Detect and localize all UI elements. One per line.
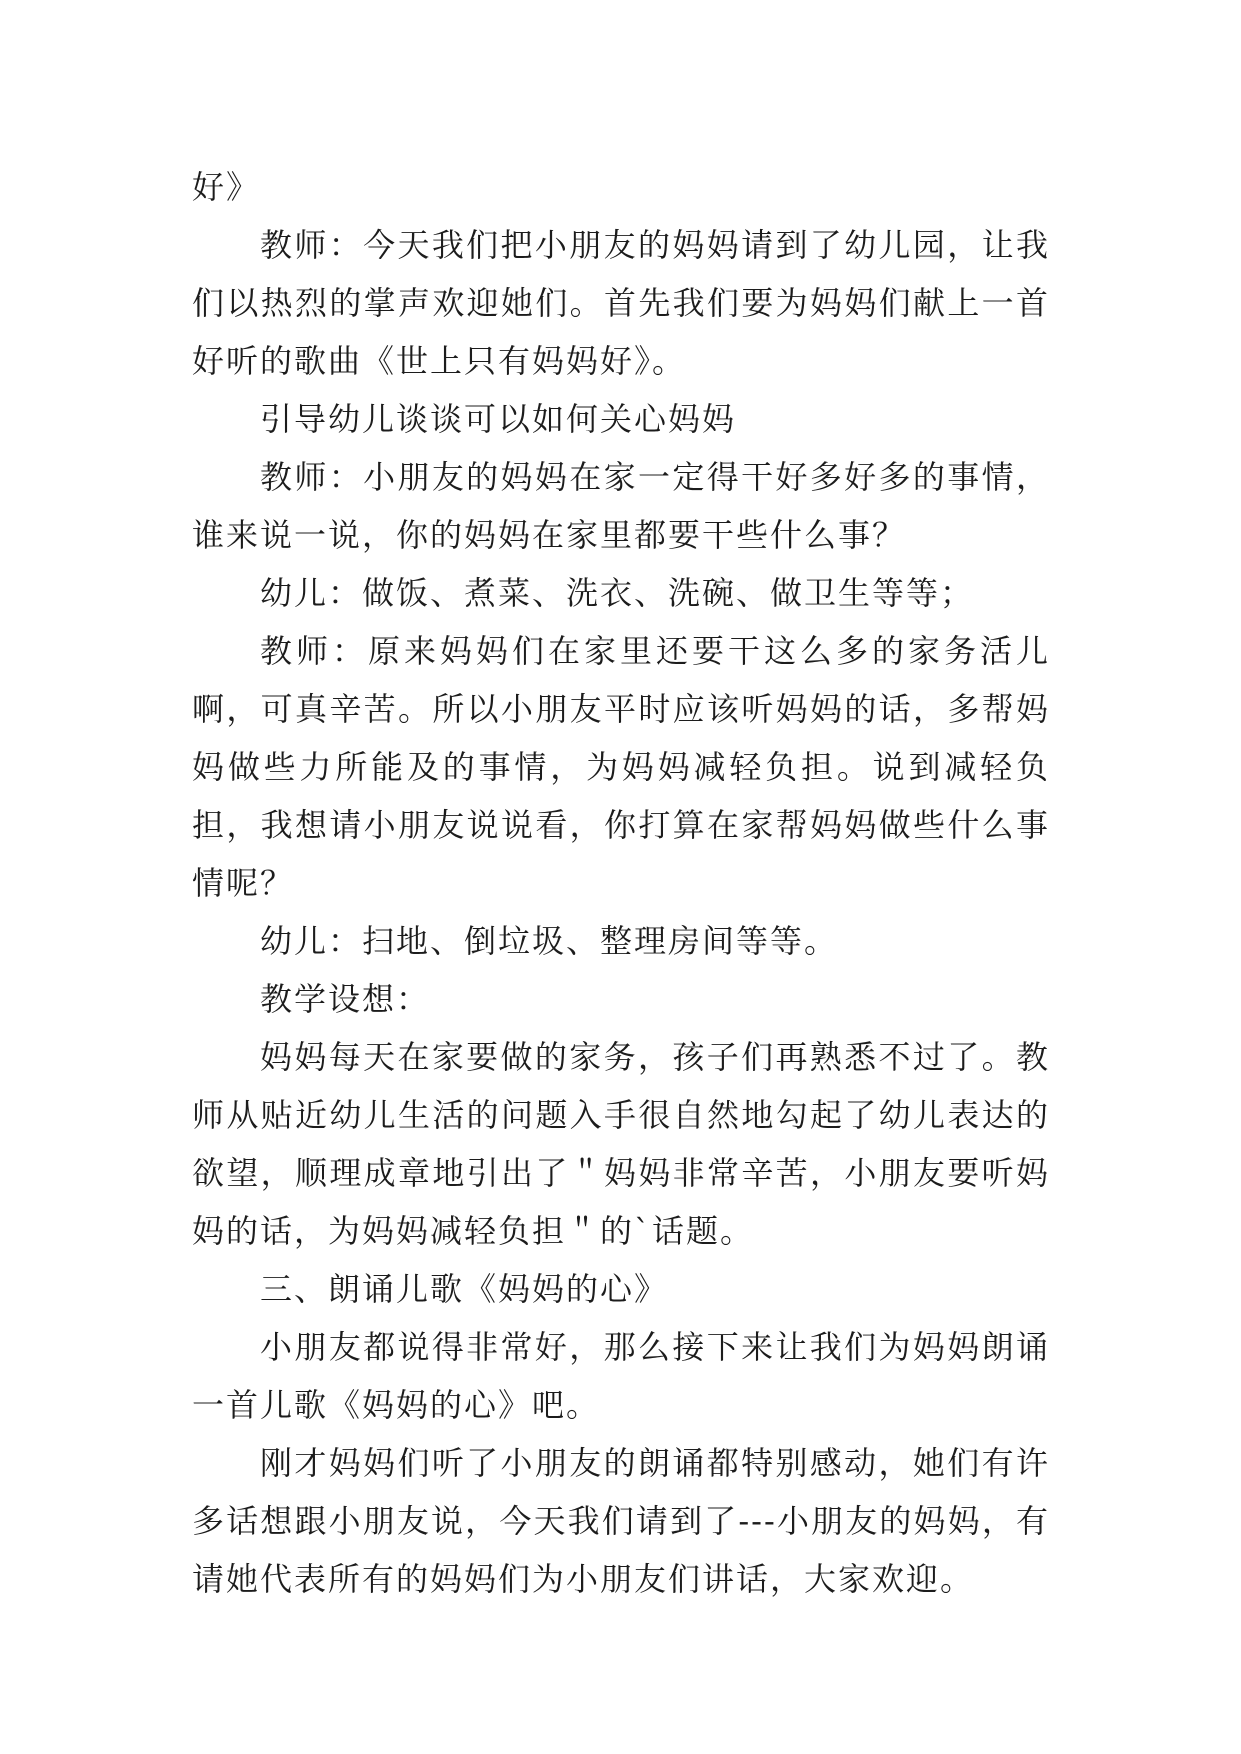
paragraph-continuation: 好》 (192, 168, 261, 206)
paragraph-child-answer-1: 幼儿：做饭、煮菜、洗衣、洗碗、做卫生等等； (260, 574, 975, 612)
paragraph-guide-heading: 引导幼儿谈谈可以如何关心妈妈 (260, 400, 737, 438)
paragraph-child-answer-2: 幼儿：扫地、倒垃圾、整理房间等等。 (260, 922, 839, 960)
paragraph-section-three-heading: 三、朗诵儿歌《妈妈的心》 (260, 1270, 669, 1308)
document-body (192, 158, 1050, 1608)
paragraph-design-body: 妈妈每天在家要做的家务，孩子们再熟悉不过了。教师从贴近幼儿生活的问题入手很自然地勾起了幼儿表达的欲望，顺理成章地引出了＂妈妈非常辛苦，小朋友要听妈妈的话，为妈妈减轻负担＂的`话题。 (192, 1038, 1050, 1250)
paragraph-design-heading: 教学设想： (260, 980, 431, 1018)
paragraph-teacher-welcome: 教师：今天我们把小朋友的妈妈请到了幼儿园，让我们以热烈的掌声欢迎她们。首先我们要为妈妈们献上一首好听的歌曲《世上只有妈妈好》。 (192, 226, 1050, 380)
paragraph-teacher-question: 教师：小朋友的妈妈在家一定得干好多好多的事情，谁来说一说，你的妈妈在家里都要干些什么事？ (192, 458, 1050, 554)
paragraph-recite-intro: 小朋友都说得非常好，那么接下来让我们为妈妈朗诵一首儿歌《妈妈的心》吧。 (192, 1328, 1050, 1424)
paragraph-teacher-response: 教师：原来妈妈们在家里还要干这么多的家务活儿啊，可真辛苦。所以小朋友平时应该听妈妈的话，多帮妈妈做些力所能及的事情，为妈妈减轻负担。说到减轻负担，我想请小朋友说说看，你打算在家帮妈妈做些什么事情呢？ (192, 632, 1050, 902)
paragraph-mother-speech: 刚才妈妈们听了小朋友的朗诵都特别感动，她们有许多话想跟小朋友说，今天我们请到了---小朋友的妈妈，有请她代表所有的妈妈们为小朋友们讲话，大家欢迎。 (192, 1444, 1050, 1598)
